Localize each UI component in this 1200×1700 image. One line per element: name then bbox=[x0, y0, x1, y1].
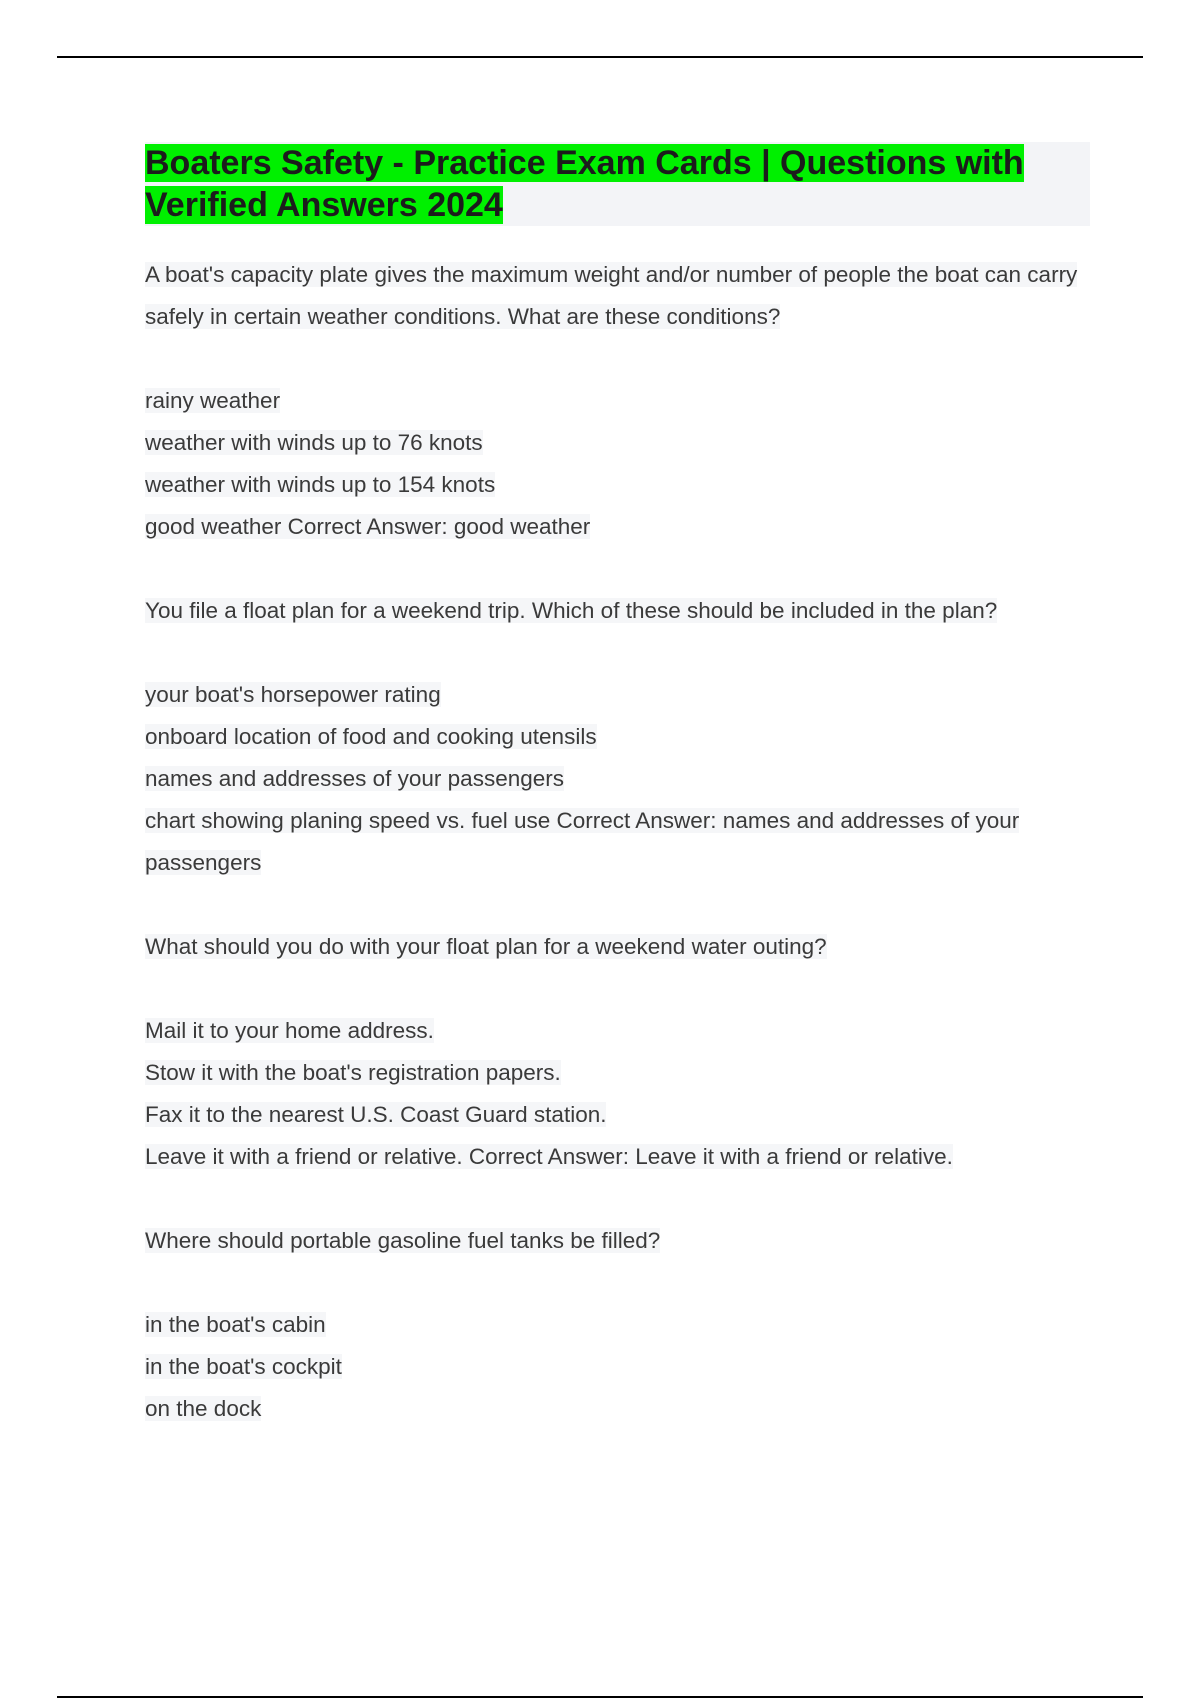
options-list bbox=[145, 1010, 1090, 1178]
spacer bbox=[145, 548, 1090, 590]
option-item: chart showing planing speed vs. fuel use Correct Answer: names and addresses of your passengers bbox=[145, 808, 1020, 875]
options-list bbox=[145, 1304, 1090, 1430]
bottom-rule bbox=[57, 1696, 1143, 1698]
question-text: A boat's capacity plate gives the maximum weight and/or number of people the boat can carry safely in certain weather conditions. What are these conditions? bbox=[145, 262, 1078, 329]
option-item: Leave it with a friend or relative. Correct Answer: Leave it with a friend or relative. bbox=[145, 1144, 953, 1169]
option-item: Fax it to the nearest U.S. Coast Guard station. bbox=[145, 1102, 607, 1127]
option-item: your boat's horsepower rating bbox=[145, 682, 441, 707]
option-item: in the boat's cabin bbox=[145, 1312, 326, 1337]
document-title bbox=[145, 142, 1090, 226]
option-item: good weather Correct Answer: good weather bbox=[145, 514, 591, 539]
document-body bbox=[145, 142, 1090, 1430]
option-item: Mail it to your home address. bbox=[145, 1018, 434, 1043]
question-text: What should you do with your float plan for a weekend water outing? bbox=[145, 934, 827, 959]
option-item: rainy weather bbox=[145, 388, 281, 413]
question-block bbox=[145, 926, 1090, 1178]
question-text: You file a float plan for a weekend trip. Which of these should be included in the plan? bbox=[145, 598, 998, 623]
option-item: Stow it with the boat's registration papers. bbox=[145, 1060, 561, 1085]
option-item: weather with winds up to 154 knots bbox=[145, 472, 496, 497]
spacer bbox=[145, 884, 1090, 926]
option-item: weather with winds up to 76 knots bbox=[145, 430, 483, 455]
spacer bbox=[145, 1178, 1090, 1220]
title-highlight: Boaters Safety - Practice Exam Cards | Questions with Verified Answers 2024 bbox=[145, 144, 1024, 224]
options-list bbox=[145, 380, 1090, 548]
question-text: Where should portable gasoline fuel tanks be filled? bbox=[145, 1228, 661, 1253]
question-block bbox=[145, 254, 1090, 548]
top-rule bbox=[57, 56, 1143, 58]
question-block bbox=[145, 1220, 1090, 1430]
question-block bbox=[145, 590, 1090, 884]
option-item: on the dock bbox=[145, 1396, 262, 1421]
option-item: onboard location of food and cooking utensils bbox=[145, 724, 597, 749]
options-list bbox=[145, 674, 1090, 884]
option-item: names and addresses of your passengers bbox=[145, 766, 564, 791]
option-item: in the boat's cockpit bbox=[145, 1354, 342, 1379]
